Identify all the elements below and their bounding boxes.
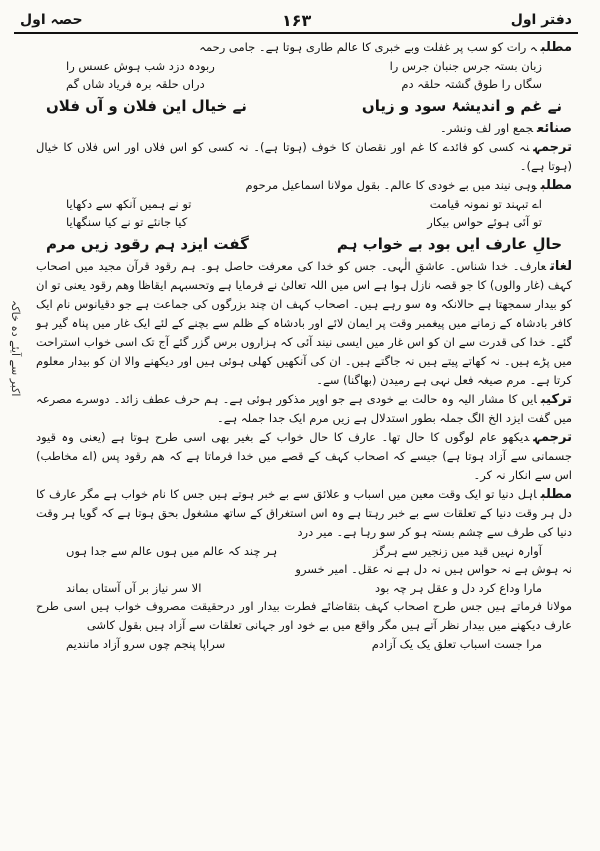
section-label: مطلب: [540, 487, 572, 502]
verse-couplet: [36, 93, 572, 119]
verse-hemistich: ربودہ دزد شب ہوش عسس را: [66, 59, 215, 73]
margin-note: اکبر سے آیئے دہ خاکہ: [9, 300, 22, 397]
verse-couplet: [36, 635, 572, 653]
paragraph: [36, 390, 572, 428]
paragraph: [36, 119, 572, 138]
section-label: ترکیب: [540, 392, 572, 407]
verse-hemistich: سگاں را طوق گشتہ حلقہ دم: [401, 77, 542, 91]
verse-hemistich: تو آئی ہوئے حواس بیکار: [427, 215, 542, 229]
paragraph-text: عارف۔ خدا شناس۔ عاشقِ الٰہی۔ جس کو خدا کی معرفت حاصل ہو۔ ہم رقود قرآن مجید میں اصحاب کہف (غار والوں) کا جو قصہ نازل ہوا ہے اس میں اللہ تعالیٰ نے فرمایا ہے وتحسبہم ایقاظا وھم رقود یعنی تو ان کو بیدار سمجھتا ہے حالانکہ وہ سو رہے ہیں۔ اصحاب کہف ان چند بزرگوں کی جماعت ہے جو دقیانوس نام ایک کافر بادشاہ کے زمانے میں پیغمبر وقت پر ایمان لائے اور بادشاہ کے ظلم سے بچنے کے لئے ایک غار میں پناہ گیر ہو گئے۔ خدا کی قدرت سے ان کو اس غار میں ایسی نیند آئی کہ ہزاروں برس گزر گئے آج تک اسی خواب استراحت میں پڑے ہیں۔ نہ کھاتے پیتے ہیں نہ جاگتے ہیں۔ ان کی آنکھیں کھلی ہوئی ہیں اور دیکھنے والا ان کو بیدار معلوم کرتا ہے۔ مرم صیغہ فعل نہی ہے رمیدن (بھاگنا) سے۔: [36, 259, 572, 387]
verse-hemistich: نے غم و اندیشۂ سود و زیاں: [361, 97, 562, 115]
paragraph: [36, 560, 572, 579]
paragraph-text: ہ رات کو سب پر غفلت وبے خبری کا عالم طاری ہوتا ہے۔ جامی رحمہ: [199, 40, 537, 54]
paragraph-text: نہ کسی کو فائدے کا غم اور نقصان کا خوف (ہوتا ہے)۔ نہ کسی کو اس فلاں اور اس فلاں کا خیال (ہوتا ہے)۔: [36, 140, 572, 173]
verse-hemistich: کیا جانئے تو نے کیا سنگھایا: [66, 215, 188, 229]
paragraph: [36, 38, 572, 57]
verse-hemistich: الا سر نیاز بر آں آستاں بماند: [66, 581, 202, 595]
verse-couplet: [36, 75, 572, 93]
verse-couplet: [36, 195, 572, 213]
section-label: مطلب: [540, 40, 572, 55]
verse-hemistich: تو نے ہمیں آنکھ سے دکھایا: [66, 197, 192, 211]
header-right: دفتر اول: [510, 12, 572, 28]
verse-hemistich: گفت ایزد ہم رقود زیں مرم: [46, 235, 249, 253]
verse-couplet: [36, 213, 572, 231]
paragraph: [36, 485, 572, 542]
paragraph-text: وہی نیند میں بے خودی کا عالم۔ بقول مولانا اسماعیل مرحوم: [245, 178, 537, 192]
verse-hemistich: مارا وداع کرد دل و عقل ہر چہ بود: [375, 581, 542, 595]
verse-hemistich: حالِ عارف ایں بود بے خواب ہم: [336, 235, 562, 253]
paragraph-text: اہل دنیا تو ایک وقت معین میں اسباب و علائق سے بے خبر ہوتے ہیں جس کا نام خواب ہے مگر عارف کا دل ہر وقت دنیا کے تعلقات سے بے خبر رہتا ہے وہ اس استغراق کے ساتھ مشغول بحق ہوتا ہے کہ گویا ہر وقت دنیا کی طرف سے چشم بستہ ہو کر سو رہا ہے۔ میر درد: [36, 487, 572, 539]
section-label: ترجمہ: [533, 430, 572, 445]
paragraph: [36, 176, 572, 195]
verse-couplet: [36, 542, 572, 560]
verse-couplet: [36, 579, 572, 597]
paragraph: [36, 138, 572, 176]
paragraph-text: جمع اور لف ونشر۔: [440, 121, 534, 135]
paragraph-text: ایں کا مشار الیہ وہ حالت بے خودی ہے جو اوپر مذکور ہوئی ہے۔ ہم حرف عطف زائد۔ دوسرے مصرعہ میں گفت ایزد الخ الگ جملہ بطور استدلال ہے زیں مرم ایک جدا جملہ ہے۔: [36, 392, 572, 425]
page-number: ۱۶۳: [282, 10, 312, 30]
verse-hemistich: دراں حلقہ برہ فریاد شاں گم: [66, 77, 205, 91]
page-body: [14, 34, 578, 653]
verse-hemistich: نے خیال این فلان و آں فلاں: [46, 97, 247, 115]
section-label: مطلب: [540, 178, 572, 193]
verse-hemistich: ہر چند کہ عالم میں ہوں عالم سے جدا ہوں: [66, 544, 278, 558]
paragraph-text: دیکھو عام لوگوں کا حال تھا۔ عارف کا حال خواب کے بغیر بھی اسی طرح ہوتا ہے (یعنی وہ قیود جسمانی سے آزاد ہوتا ہے) جیسے کہ اصحاب کہف کے قصے میں خدا فرماتا ہے کہ ھم رقود پس (اے مخاطب) اس سے انکار نہ کر۔: [36, 430, 572, 482]
verse-hemistich: زبان بستہ جرس جنبان جرس را: [389, 59, 542, 73]
paragraph-text: نہ ہوش ہے نہ حواس ہیں نہ دل ہے نہ عقل۔ امیر خسرو: [295, 562, 572, 576]
section-label: لغات: [550, 259, 572, 274]
paragraph-text: مولانا فرماتے ہیں جس طرح اصحاب کہف بتقاضائے فطرت بیدار اور درحقیقت مصروف خواب ہیں اسی طرح عارف دیکھنے میں بیدار نظر آتے ہیں مگر واقع میں بے خود اور جہانی تعلقات سے آزاد ہیں بقول کاشی: [36, 599, 572, 632]
verse-hemistich: آوارہ نہیں قید میں زنجیر سے ہرگز: [373, 544, 542, 558]
verse-hemistich: مرا جست اسباب تعلق یک یک آزادم: [371, 637, 542, 651]
paragraph: [36, 428, 572, 485]
page-header: [14, 8, 578, 34]
verse-hemistich: اے تبہند تو نمونہ قیامت: [429, 197, 542, 211]
verse-hemistich: سراپا پنجم چوں سرو آزاد مانندیم: [66, 637, 226, 651]
header-left: حصہ اول: [20, 12, 83, 28]
paragraph: [36, 257, 572, 390]
section-label: صنائع: [537, 121, 572, 136]
section-label: ترجمہ: [533, 140, 572, 155]
verse-couplet: [36, 57, 572, 75]
verse-couplet: [36, 231, 572, 257]
paragraph: [36, 597, 572, 635]
